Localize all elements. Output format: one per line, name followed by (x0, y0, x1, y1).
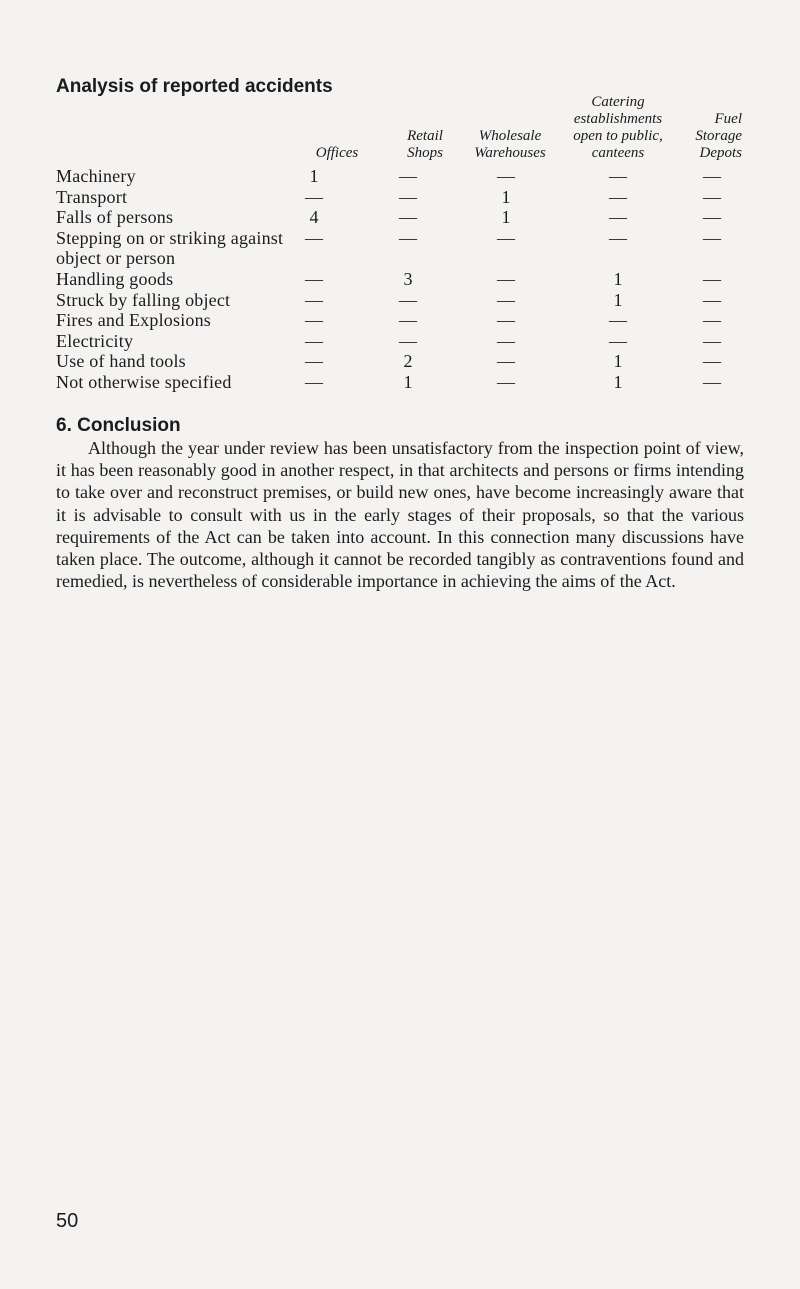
column-header-line: Storage (695, 128, 742, 144)
row-label: Not otherwise specified (56, 371, 232, 392)
cell-catering: 1 (613, 268, 623, 289)
row-label: Transport (56, 186, 128, 207)
cell-fuel-storage: — (703, 330, 721, 351)
column-header-line: canteens (591, 145, 645, 161)
cell-catering: — (609, 186, 627, 207)
cell-wholesale-warehouses: — (497, 289, 515, 310)
cell-wholesale-warehouses: — (497, 330, 515, 351)
cell-fuel-storage: — (703, 371, 721, 392)
cell-wholesale-warehouses: 1 (501, 207, 511, 228)
column-header-line: Shops (407, 145, 443, 161)
cell-fuel-storage: — (703, 351, 721, 372)
cell-offices: — (305, 268, 323, 289)
column-header-line: Warehouses (474, 145, 546, 161)
column-header-line: Retail (407, 128, 443, 144)
cell-fuel-storage: — (703, 310, 721, 331)
table-row-stepping-on-or-striking (56, 228, 746, 269)
cell-fuel-storage: — (703, 207, 721, 228)
column-header-line: Depots (699, 145, 742, 161)
column-header-wholesale-warehouses (460, 96, 560, 162)
cell-offices: 1 (309, 166, 319, 186)
cell-offices: — (305, 310, 323, 331)
cell-wholesale-warehouses: 1 (501, 186, 511, 207)
column-header-retail-shops (395, 96, 455, 162)
table-row-fires-and-explosions (56, 310, 746, 331)
cell-fuel-storage: — (703, 227, 721, 248)
cell-retail-shops: — (399, 166, 417, 186)
column-header-line: Fuel (714, 111, 742, 127)
cell-retail-shops: 3 (403, 268, 413, 289)
cell-offices: — (305, 330, 323, 351)
cell-wholesale-warehouses: — (497, 371, 515, 392)
page-number: 50 (56, 1210, 79, 1232)
column-header-line: establishments (573, 111, 663, 127)
cell-retail-shops: — (399, 207, 417, 228)
conclusion-paragraph: Although the year under review has been unsatisfactory from the inspection point of view, it has been reasonably good in another respect, in that architects and persons or firms intending to take over and reconstruct premises, or build new ones, have become increasingly aware that it is advisable to consult with us in the early stages of their proposals, so that the various requirements of the Act can be taken into account. In this connection many discussions have taken place. The outcome, although it cannot be recorded tangibly as contraventions found and remedied, is nevertheless of considerable importance in achieving the aims of the Act. (56, 438, 744, 592)
cell-offices: — (305, 289, 323, 310)
cell-catering: — (609, 166, 627, 186)
cell-catering: — (609, 227, 627, 248)
cell-wholesale-warehouses: — (497, 227, 515, 248)
row-label: Use of hand tools (56, 351, 186, 372)
cell-wholesale-warehouses: — (497, 310, 515, 331)
cell-catering: 1 (613, 289, 623, 310)
cell-catering: 1 (613, 351, 623, 372)
column-header-catering (563, 96, 673, 162)
row-label: Falls of persons (56, 207, 174, 228)
cell-fuel-storage: — (703, 166, 721, 186)
accident-table (56, 166, 746, 393)
cell-catering: — (609, 330, 627, 351)
cell-catering: — (609, 310, 627, 331)
row-label: Handling goods (56, 268, 174, 289)
cell-retail-shops: — (399, 310, 417, 331)
row-label: Fires and Explosions (56, 310, 211, 331)
cell-catering: 1 (613, 371, 623, 392)
table-row-handling-goods (56, 269, 746, 290)
cell-retail-shops: 1 (403, 371, 413, 392)
cell-offices: — (305, 351, 323, 372)
cell-retail-shops: 2 (403, 351, 413, 372)
table-row-electricity (56, 331, 746, 352)
row-label: Stepping on or striking against object or person (56, 227, 284, 269)
table-row-struck-by-falling-object (56, 290, 746, 311)
column-header-line: Catering (591, 94, 645, 110)
cell-offices: 4 (309, 207, 319, 228)
column-header-offices (312, 96, 362, 162)
cell-offices: — (305, 227, 323, 248)
table-heading: Analysis of reported accidents (56, 76, 333, 97)
cell-fuel-storage: — (703, 186, 721, 207)
cell-catering: — (609, 207, 627, 228)
cell-fuel-storage: — (703, 268, 721, 289)
column-header-line: Wholesale (478, 128, 542, 144)
table-row-not-otherwise-specified (56, 372, 746, 393)
row-label: Electricity (56, 330, 134, 351)
table-row-transport (56, 187, 746, 208)
table-row-use-of-hand-tools (56, 351, 746, 372)
column-header-fuel-storage-depots (670, 96, 742, 162)
cell-offices: — (305, 371, 323, 392)
table-row-machinery (56, 166, 746, 187)
cell-wholesale-warehouses: — (497, 166, 515, 186)
cell-retail-shops: — (399, 330, 417, 351)
row-label: Struck by falling object (56, 289, 231, 310)
cell-wholesale-warehouses: — (497, 351, 515, 372)
cell-retail-shops: — (399, 289, 417, 310)
cell-fuel-storage: — (703, 289, 721, 310)
row-label: Machinery (56, 166, 136, 186)
cell-retail-shops: — (399, 227, 417, 248)
column-header-line: Offices (315, 145, 359, 161)
section-heading-conclusion: 6. Conclusion (56, 415, 181, 436)
cell-wholesale-warehouses: — (497, 268, 515, 289)
cell-offices: — (305, 186, 323, 207)
cell-retail-shops: — (399, 186, 417, 207)
table-row-falls-of-persons (56, 207, 746, 228)
column-header-line: open to public, (573, 128, 663, 144)
